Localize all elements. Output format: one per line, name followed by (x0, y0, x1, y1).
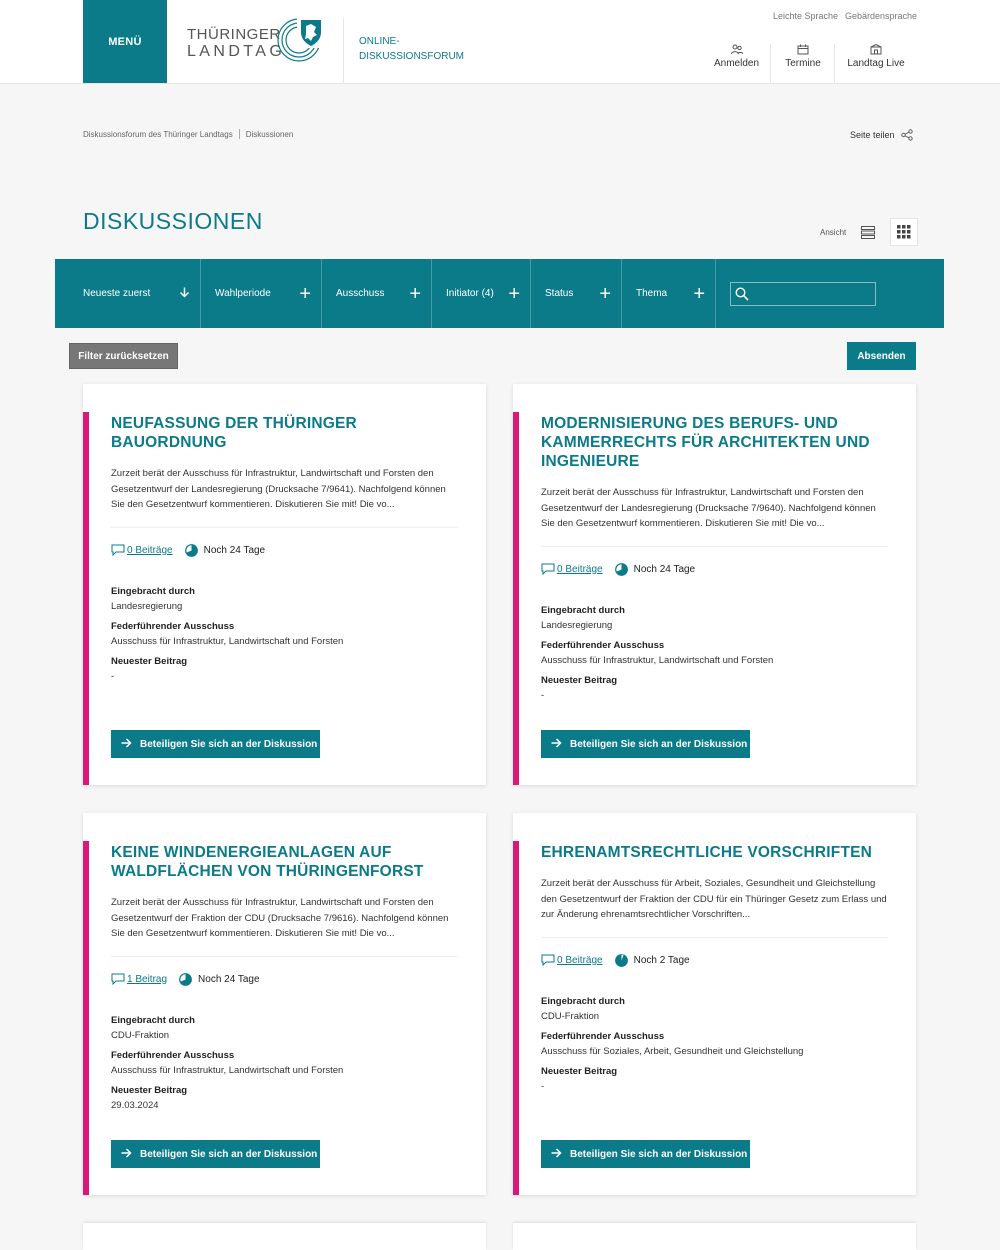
plus-icon: + (599, 282, 611, 305)
submitted-by-label: Eingebracht durch (541, 604, 625, 616)
logo-line-2: LANDTAG (187, 43, 286, 60)
dates-link[interactable] (772, 44, 835, 84)
time-remaining (615, 563, 696, 576)
clock-pie-icon (615, 954, 628, 967)
breadcrumb-current[interactable]: Diskussionen (245, 129, 294, 139)
landtag-live-label: Landtag Live (847, 58, 905, 69)
logo-line-1: THÜRINGER (187, 26, 281, 43)
card-details (541, 605, 888, 701)
posts-count: 0 Beiträge (557, 563, 603, 575)
committee-value: Ausschuss für Infrastruktur, Landwirtschaft und Forsten (541, 654, 774, 666)
page-title: DISKUSSIONEN (83, 208, 263, 234)
card-title[interactable]: MODERNISIERUNG DES BERUFS- UND KAMMERRECHTS FÜR ARCHITEKTEN UND INGENIEURE (541, 415, 870, 470)
committee-label: Federführender Ausschuss (111, 1049, 235, 1061)
grid-view-icon (897, 225, 911, 239)
submitted-by-label: Eingebracht durch (111, 585, 195, 597)
dates-label: Termine (785, 58, 821, 69)
latest-post-value: - (541, 1080, 545, 1092)
card-details (111, 586, 458, 682)
comment-icon (111, 544, 125, 556)
forum-title-line-1: ONLINE- (359, 36, 400, 47)
site-header (0, 0, 1000, 84)
card-title[interactable]: KEINE WINDENERGIEANLAGEN AUF WALDFLÄCHEN VON THÜRINGENFORST (111, 844, 424, 880)
card-meta (541, 954, 888, 967)
filter-label: Status (545, 288, 574, 299)
breadcrumb-home[interactable]: Diskussionsforum des Thüringer Landtags (83, 129, 233, 139)
login-link[interactable] (703, 44, 771, 84)
share-page-button[interactable] (850, 129, 913, 141)
time-remaining (179, 973, 260, 986)
time-label: Noch 24 Tage (633, 563, 696, 575)
join-discussion-button[interactable] (541, 1140, 750, 1168)
forum-title[interactable] (359, 34, 464, 64)
easy-language-link[interactable]: Leichte Sprache (773, 11, 839, 21)
login-label: Anmelden (713, 58, 760, 69)
arrow-right-icon (121, 1147, 132, 1161)
list-view-button[interactable] (854, 218, 882, 246)
latest-post-label: Neuester Beitrag (111, 1084, 188, 1096)
reset-filters-button[interactable]: Filter zurücksetzen (69, 343, 178, 369)
sign-language-link[interactable]: Gebärdensprache (845, 11, 918, 21)
search-icon (735, 287, 749, 306)
card-accent-bar (83, 412, 89, 785)
card-accent-bar (513, 412, 519, 785)
latest-post-value: 29.03.2024 (111, 1099, 159, 1111)
posts-link[interactable] (111, 544, 173, 556)
posts-link[interactable] (541, 563, 603, 575)
posts-count: 0 Beiträge (127, 544, 173, 556)
clock-pie-icon (615, 563, 628, 576)
comment-icon (111, 973, 125, 985)
search-input[interactable] (731, 283, 875, 305)
filter-election-period[interactable] (201, 259, 322, 328)
posts-count: 0 Beiträge (557, 954, 603, 966)
filter-bar (55, 259, 944, 328)
submitted-by-value: Landesregierung (541, 619, 613, 631)
clock-pie-icon (185, 544, 198, 557)
committee-value: Ausschuss für Soziales, Arbeit, Gesundheit und Gleichstellung (541, 1045, 804, 1057)
clock-pie-icon (179, 973, 192, 986)
logo-text (187, 26, 285, 60)
discussion-card (83, 384, 486, 785)
search-box (730, 282, 876, 306)
cta-label: Beteiligen Sie sich an der Diskussion (140, 1148, 318, 1160)
plus-icon: + (693, 282, 705, 305)
submit-button[interactable]: Absenden (847, 342, 916, 370)
time-label: Noch 24 Tage (198, 973, 260, 985)
header-divider (343, 18, 344, 84)
arrow-right-icon (551, 737, 562, 751)
forum-title-line-2: DISKUSSIONSFORUM (359, 51, 465, 62)
cta-label: Beteiligen Sie sich an der Diskussion (140, 738, 318, 750)
view-label: Ansicht (820, 227, 847, 237)
landtag-logo[interactable] (187, 16, 327, 66)
login-icon (703, 44, 770, 55)
filter-committee[interactable] (322, 259, 432, 328)
comment-icon (541, 954, 555, 966)
card-meta (111, 973, 458, 986)
share-label: Seite teilen (850, 130, 895, 140)
submitted-by-label: Eingebracht durch (111, 1014, 195, 1026)
plus-icon: + (409, 282, 421, 305)
arrow-right-icon (551, 1147, 562, 1161)
card-meta (541, 563, 888, 576)
plus-icon: + (508, 282, 520, 305)
card-description: Zurzeit berät der Ausschuss für Arbeit, Soziales, Gesundheit und Gleichstellung den Gesetzentwurf der Fraktion der CDU für ein Thüringer Gesetz zum Erlass und zur Änderung ehrenamtsrechtlicher Vorschriften... (541, 876, 888, 938)
logo-emblem-icon (277, 16, 325, 64)
filter-initiator[interactable] (432, 259, 531, 328)
card-details (541, 996, 888, 1092)
card-meta (111, 544, 458, 557)
card-description: Zurzeit berät der Ausschuss für Infrastruktur, Landwirtschaft und Forsten den Gesetzentwurf der Fraktion der CDU (Drucksache 7/9616). Nachfolgend können Sie den Gesetzentwurf kommentieren. Diskutieren Sie mit! Die vo... (111, 895, 458, 957)
submitted-by-value: CDU-Fraktion (111, 1029, 170, 1041)
discussion-card (513, 384, 916, 785)
view-switcher (820, 218, 918, 246)
committee-value: Ausschuss für Infrastruktur, Landwirtschaft und Forsten (111, 1064, 344, 1076)
latest-post-value: - (541, 689, 545, 701)
card-title[interactable]: EHRENAMTSRECHTLICHE VORSCHRIFTEN (541, 844, 873, 861)
card-accent-bar (83, 841, 89, 1195)
discussion-card (83, 1223, 486, 1250)
submitted-by-value: Landesregierung (111, 600, 183, 612)
sort-label: Neueste zuerst (83, 288, 151, 299)
filter-status[interactable] (531, 259, 622, 328)
committee-label: Federführender Ausschuss (541, 1030, 665, 1042)
filter-topic[interactable] (622, 259, 716, 328)
join-discussion-button[interactable] (111, 730, 320, 758)
join-discussion-button[interactable] (111, 1140, 320, 1168)
submitted-by-label: Eingebracht durch (541, 995, 625, 1007)
cta-label: Beteiligen Sie sich an der Diskussion (570, 738, 748, 750)
latest-post-label: Neuester Beitrag (541, 674, 618, 686)
card-description: Zurzeit berät der Ausschuss für Infrastruktur, Landwirtschaft und Forsten den Gesetzentwurf der Landesregierung (Drucksache 7/9641). Nachfolgend können Sie den Gesetzentwurf kommentieren. Diskutieren Sie mit! Die vo... (111, 466, 458, 528)
landtag-live-link[interactable] (836, 44, 916, 84)
join-discussion-button[interactable] (541, 730, 750, 758)
latest-post-value: - (111, 670, 115, 682)
card-accent-bar (513, 841, 519, 1195)
breadcrumb (83, 129, 293, 139)
time-label: Noch 24 Tage (203, 544, 266, 556)
committee-label: Federführender Ausschuss (541, 639, 665, 651)
posts-link[interactable] (541, 954, 603, 966)
list-view-icon (861, 226, 875, 239)
filter-label: Ausschuss (336, 288, 385, 299)
share-icon (901, 129, 913, 141)
posts-count: 1 Beitrag (127, 973, 168, 985)
filter-label: Wahlperiode (215, 288, 271, 299)
calendar-icon (772, 44, 834, 55)
card-details (111, 1015, 458, 1111)
discussion-card (513, 1223, 916, 1250)
comment-icon (541, 563, 555, 575)
submitted-by-value: CDU-Fraktion (541, 1010, 600, 1022)
latest-post-label: Neuester Beitrag (111, 655, 188, 667)
card-title[interactable]: NEUFASSUNG DER THÜRINGER BAUORDNUNG (111, 415, 357, 451)
cta-label: Beteiligen Sie sich an der Diskussion (570, 1148, 748, 1160)
discussion-card (83, 813, 486, 1195)
committee-value: Ausschuss für Infrastruktur, Landwirtschaft und Forsten (111, 635, 344, 647)
time-remaining (185, 544, 266, 557)
arrow-right-icon (121, 737, 132, 751)
plus-icon: + (299, 282, 311, 305)
breadcrumb-separator (239, 129, 240, 139)
posts-link[interactable] (111, 973, 167, 985)
card-description: Zurzeit berät der Ausschuss für Infrastruktur, Landwirtschaft und Forsten den Gesetzentwurf der Landesregierung (Drucksache 7/9640). Nachfolgend können Sie den Gesetzentwurf kommentieren. Diskutieren Sie mit! Die vo... (541, 485, 888, 547)
time-label: Noch 2 Tage (633, 954, 690, 966)
building-icon (836, 44, 916, 55)
chevron-down-icon (179, 287, 190, 301)
time-remaining (615, 954, 690, 967)
grid-view-button[interactable] (890, 218, 918, 246)
committee-label: Federführender Ausschuss (111, 620, 235, 632)
menu-button[interactable]: MENÜ (83, 0, 167, 83)
discussion-card (513, 813, 916, 1195)
latest-post-label: Neuester Beitrag (541, 1065, 618, 1077)
filter-label: Thema (636, 288, 668, 299)
filter-label: Initiator (4) (446, 288, 494, 299)
sort-dropdown[interactable] (55, 259, 201, 328)
